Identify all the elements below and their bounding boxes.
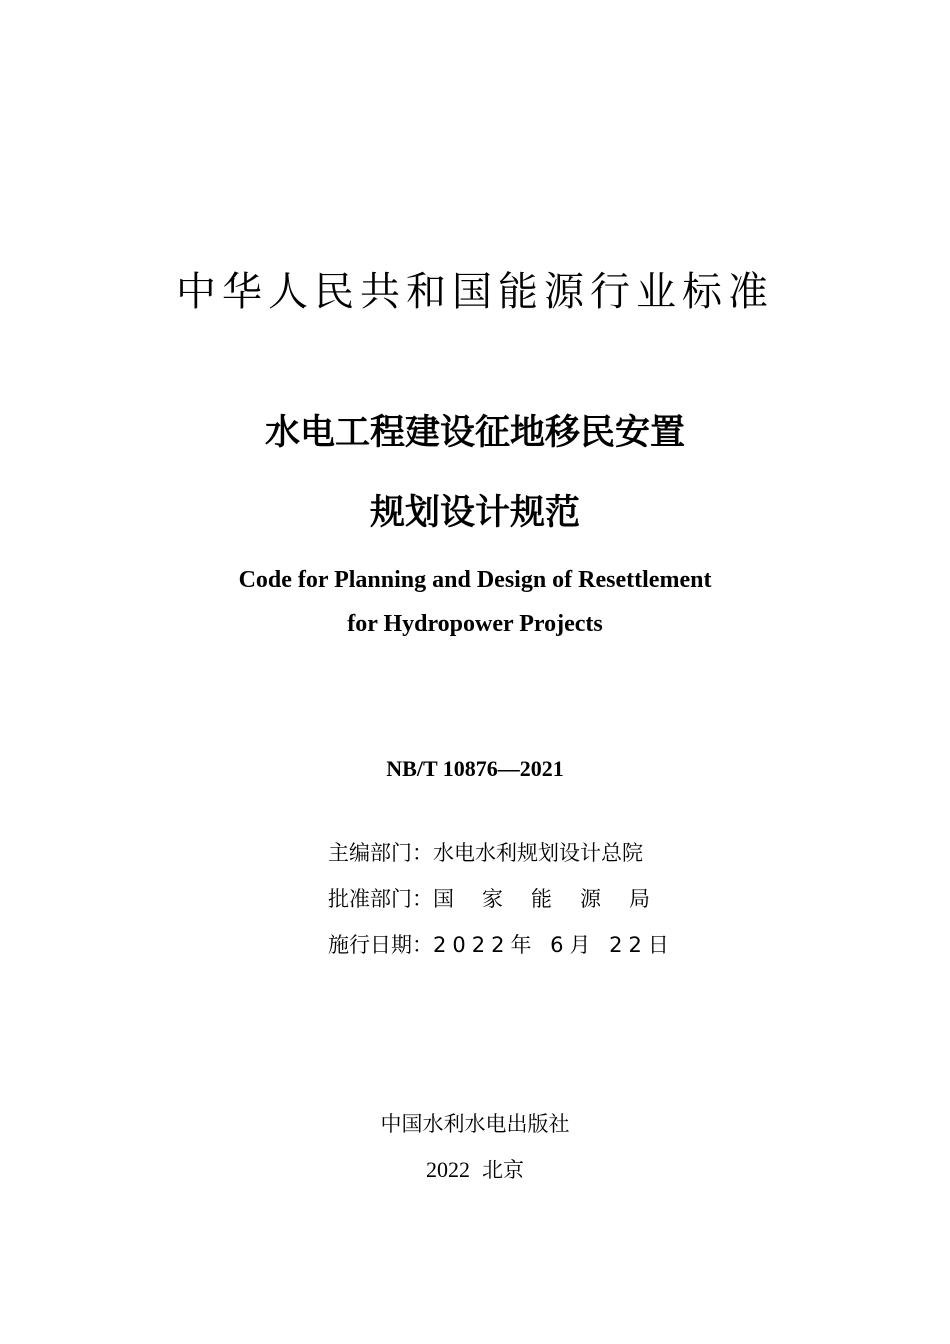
standard-code: NB/T 10876—2021 xyxy=(386,756,564,781)
publication-info xyxy=(0,1154,950,1186)
editor-label: 主编部门： xyxy=(328,841,433,865)
approver-value: 国家能源局 xyxy=(433,887,678,911)
effective-date-value: 2022年 6月 22日 xyxy=(433,933,675,957)
document-title-line-1: 水电工程建设征地移民安置 xyxy=(264,413,685,453)
publisher-name: 中国水利水电出版社 xyxy=(380,1112,570,1136)
english-title-line-2: for Hydropower Projects xyxy=(347,611,603,637)
publication-city: 北京 xyxy=(482,1158,524,1182)
effective-date-row xyxy=(328,929,675,961)
editor-row xyxy=(328,837,643,869)
english-title-line-1: Code for Planning and Design of Resettlement xyxy=(238,567,712,593)
document-title-line-2: 规划设计规范 xyxy=(369,493,580,533)
approver-label: 批准部门： xyxy=(328,887,433,911)
editor-value: 水电水利规划设计总院 xyxy=(433,841,643,865)
standard-category: 中华人民共和国能源行业标准 xyxy=(176,269,774,315)
approver-row xyxy=(328,883,678,915)
publication-year: 2022 xyxy=(426,1157,470,1182)
effective-date-label: 施行日期： xyxy=(328,933,433,957)
